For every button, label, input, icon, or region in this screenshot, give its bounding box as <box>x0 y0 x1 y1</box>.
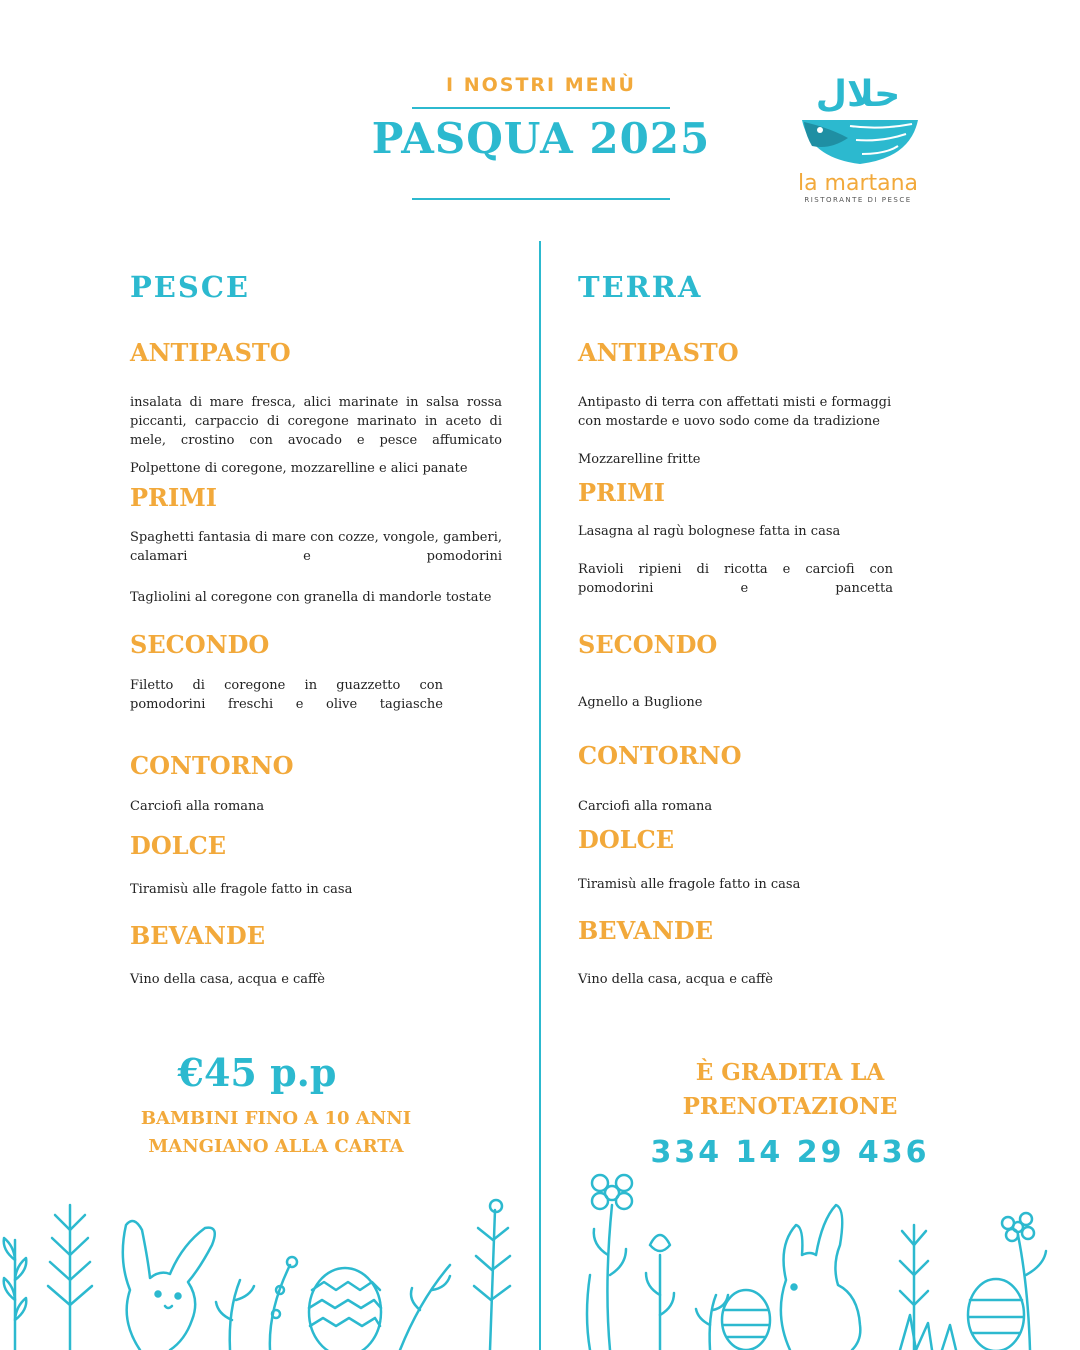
terra-dolce-item-1: Tiramisù alle fragole fatto in casa <box>578 877 801 892</box>
pesce-dolce-heading: DOLCE <box>130 831 226 860</box>
pesce-primi-item-1: Spaghetti fantasia di mare con cozze, vongole, gamberi, calamari e pomodorini <box>130 530 502 564</box>
pesce-bevande-item-1: Vino della casa, acqua e caffè <box>130 972 325 987</box>
kids-note-line-1: BAMBINI FINO A 10 ANNI <box>140 1108 412 1129</box>
pesce-antipasto-item-2: Polpettone di coregone, mozzarelline e alici panate <box>130 461 468 476</box>
pesce-dolce-item-1: Tiramisù alle fragole fatto in casa <box>130 882 353 897</box>
logo-tagline: RISTORANTE DI PESCE <box>804 196 912 204</box>
pesce-heading: PESCE <box>130 270 251 304</box>
terra-antipasto-heading: ANTIPASTO <box>578 338 739 367</box>
pesce-secondo-heading: SECONDO <box>130 630 270 659</box>
terra-contorno-item-1: Carciofi alla romana <box>578 799 713 814</box>
terra-dolce-heading: DOLCE <box>578 825 674 854</box>
pesce-primi-item-2: Tagliolini al coregone con granella di mandorle tostate <box>130 590 492 605</box>
terra-secondo-item-1: Agnello a Buglione <box>578 695 703 710</box>
phone-number[interactable]: 334 14 29 436 <box>650 1135 930 1170</box>
menu-eyebrow: I NOSTRI MENÙ <box>446 74 636 96</box>
price-per-person: €45 p.p <box>177 1050 337 1095</box>
kids-note-line-2: MANGIANO ALLA CARTA <box>148 1136 404 1157</box>
column-divider <box>539 241 541 1350</box>
fish-bowl-icon <box>790 68 930 208</box>
page-title: PASQUA 2025 <box>371 114 711 163</box>
terra-primi-item-1: Lasagna al ragù bolognese fatta in casa <box>578 524 841 539</box>
booking-note-line-1: È GRADITA LA <box>695 1059 885 1086</box>
terra-bevande-heading: BEVANDE <box>578 916 713 945</box>
terra-heading: TERRA <box>578 270 703 304</box>
terra-antipasto-item-2: Mozzarelline fritte <box>578 452 701 467</box>
pesce-primi-heading: PRIMI <box>130 483 218 512</box>
header-rule-bottom <box>412 198 670 200</box>
pesce-antipasto-item-1: insalata di mare fresca, alici marinate in salsa rossa piccanti, carpaccio di coregone marinato in aceto di mele, crostino con avocado e pesce affumicato <box>130 395 502 448</box>
easter-illustration-left <box>0 1190 530 1350</box>
booking-note-line-2: PRENOTAZIONE <box>682 1093 898 1120</box>
terra-primi-heading: PRIMI <box>578 478 666 507</box>
terra-contorno-heading: CONTORNO <box>578 741 742 770</box>
pesce-bevande-heading: BEVANDE <box>130 921 265 950</box>
header-rule-top <box>412 107 670 109</box>
easter-illustration-right <box>560 1165 1080 1350</box>
restaurant-logo <box>790 68 930 208</box>
pesce-antipasto-heading: ANTIPASTO <box>130 338 291 367</box>
terra-antipasto-item-1: Antipasto di terra con affettati misti e formaggi con mostarde e uovo sodo come da tradizione <box>578 395 892 429</box>
logo-name: la martana <box>797 171 919 196</box>
terra-primi-item-2: Ravioli ripieni di ricotta e carciofi con pomodorini e pancetta <box>578 562 893 596</box>
pesce-contorno-item-1: Carciofi alla romana <box>130 799 265 814</box>
pesce-secondo-item-1: Filetto di coregone in guazzetto con pomodorini freschi e olive tagiasche <box>130 678 443 712</box>
logo-arabic: حلال <box>815 74 901 115</box>
pesce-contorno-heading: CONTORNO <box>130 751 294 780</box>
terra-bevande-item-1: Vino della casa, acqua e caffè <box>578 972 773 987</box>
terra-secondo-heading: SECONDO <box>578 630 718 659</box>
